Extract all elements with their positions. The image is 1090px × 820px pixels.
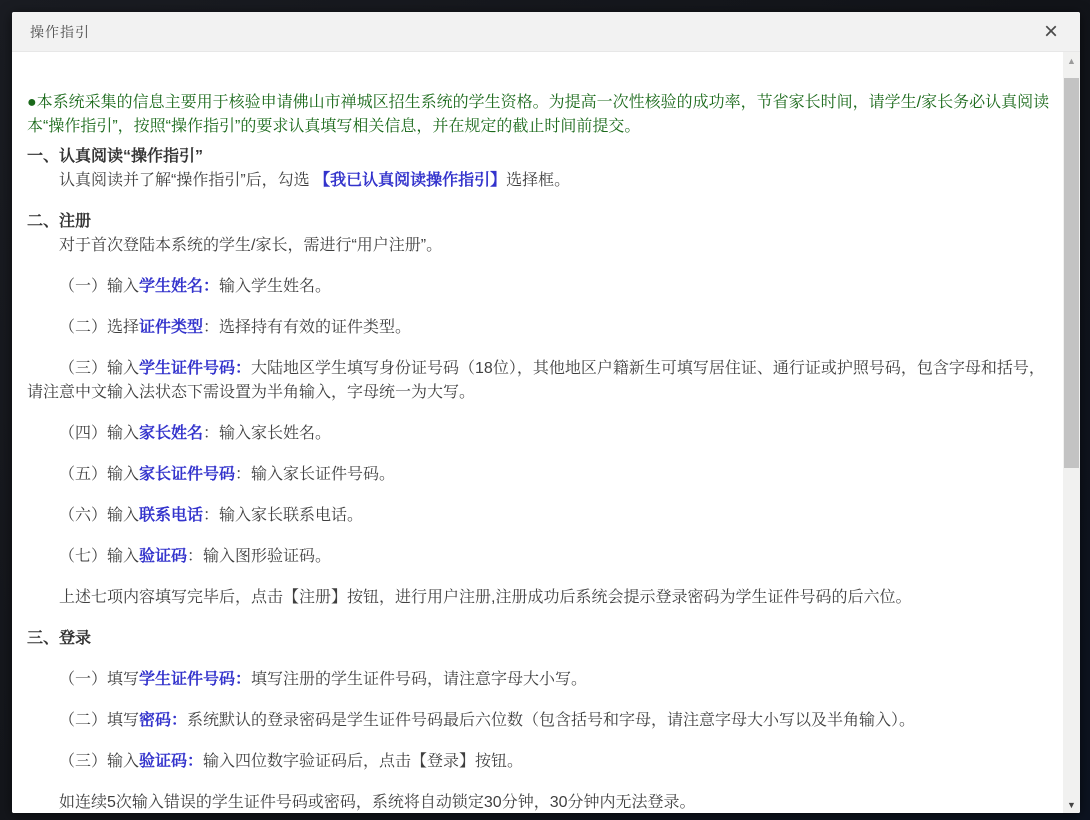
text-run: 二、注册 [27,213,92,230]
paragraph-item [27,750,1055,774]
paragraph-heading [27,210,1055,234]
paragraph-sub [27,234,1055,258]
text-run: ：输入家长证件号码。 [235,466,396,483]
paragraph-item [27,545,1055,569]
text-run: 认真阅读并了解“操作指引”后，勾选 [59,172,315,189]
paragraph-intro [27,91,1055,139]
scroll-down-arrow-icon[interactable]: ▼ [1067,799,1076,810]
text-run: （三）输入 [59,753,140,770]
text-run: 系统默认的登录密码是学生证件号码最后六位数（包含括号和字母，请注意字母大小写以及半角输入）。 [187,712,916,729]
text-run: 对于首次登陆本系统的学生/家长，需进行“用户注册”。 [59,237,443,254]
text-run: ：输入图形验证码。 [187,548,332,565]
highlighted-term: 家长证件号码 [139,466,236,483]
text-run: ●本系统采集的信息主要用于核验申请佛山市禅城区招生系统的学生资格。为提高一次性核验的成功率，节省家长时间，请学生/家长务必认真阅读本“操作指引”，按照“操作指引”的要求认真填写相关信息，并在规定的截止时间前提交。 [27,94,1050,135]
text-run: 输入四位数字验证码后，点击【登录】按钮。 [203,753,524,770]
text-run: （六）输入 [59,507,140,524]
text-run: 输入学生姓名。 [219,278,332,295]
text-run: （一）填写 [59,671,140,688]
text-run: ：输入家长联系电话。 [203,507,364,524]
dialog-title: 操作指引 [30,23,90,40]
paragraph-item [27,357,1055,405]
highlighted-term: 联系电话 [139,507,204,524]
text-run: ：选择持有有效的证件类型。 [203,319,412,336]
dialog-header [12,12,1080,52]
paragraph-heading [27,627,1055,651]
close-button[interactable] [1036,17,1066,47]
text-run: 上述七项内容填写完毕后，点击【注册】按钮，进行用户注册,注册成功后系统会提示登录密码为学生证件号码的后六位。 [59,589,912,606]
text-run: 三、登录 [27,630,92,647]
highlighted-term: 家长姓名 [139,425,204,442]
text-run: （二）填写 [59,712,140,729]
highlighted-term: 密码： [139,712,188,729]
text-run: （二）选择 [59,319,140,336]
text-run: 一、认真阅读“操作指引” [27,148,204,165]
scrollbar-thumb[interactable] [1064,78,1079,468]
paragraph-item [27,463,1055,487]
text-run: （五）输入 [59,466,140,483]
paragraph-item [27,791,1055,813]
text-run: 填写注册的学生证件号码，请注意字母大小写。 [251,671,588,688]
highlighted-term: 学生证件号码： [139,671,252,688]
paragraph-heading [27,145,1055,169]
paragraph-item [27,709,1055,733]
paragraph-item [27,316,1055,340]
text-run: （七）输入 [59,548,140,565]
dialog-content [12,52,1080,813]
paragraph-item [27,275,1055,299]
highlighted-term: 【我已认真阅读操作指引】 [314,172,507,189]
highlighted-term: 学生证件号码： [139,360,252,377]
paragraph-item [27,668,1055,692]
highlighted-term: 验证码 [139,548,188,565]
highlighted-term: 证件类型 [139,319,204,336]
operation-guide-dialog [12,12,1080,813]
text-run: （一）输入 [59,278,140,295]
close-icon: × [1043,17,1058,45]
text-run: 大陆地区学生填写身份证号码（18位），其他地区户籍新生可填写居住证、通行证或护照号码，包含字母和括号，请注意中文输入法状态下需设置为半角输入，字母统一为大写。 [27,360,1045,401]
text-run: （三）输入 [59,360,140,377]
text-run: 选择框。 [506,172,571,189]
paragraph-item [27,504,1055,528]
dialog-body-text [12,52,1063,813]
highlighted-term: 学生姓名： [139,278,220,295]
text-run: 如连续5次输入错误的学生证件号码或密码，系统将自动锁定30分钟，30分钟内无法登录。 [59,794,696,811]
highlighted-term: 验证码： [139,753,204,770]
text-run: （四）输入 [59,425,140,442]
paragraph-item [27,586,1055,610]
vertical-scrollbar[interactable] [1063,52,1080,813]
text-run: ：输入家长姓名。 [203,425,332,442]
paragraph-item [27,422,1055,446]
scroll-up-arrow-icon[interactable]: ▲ [1067,55,1076,66]
paragraph-sub [27,169,1055,193]
